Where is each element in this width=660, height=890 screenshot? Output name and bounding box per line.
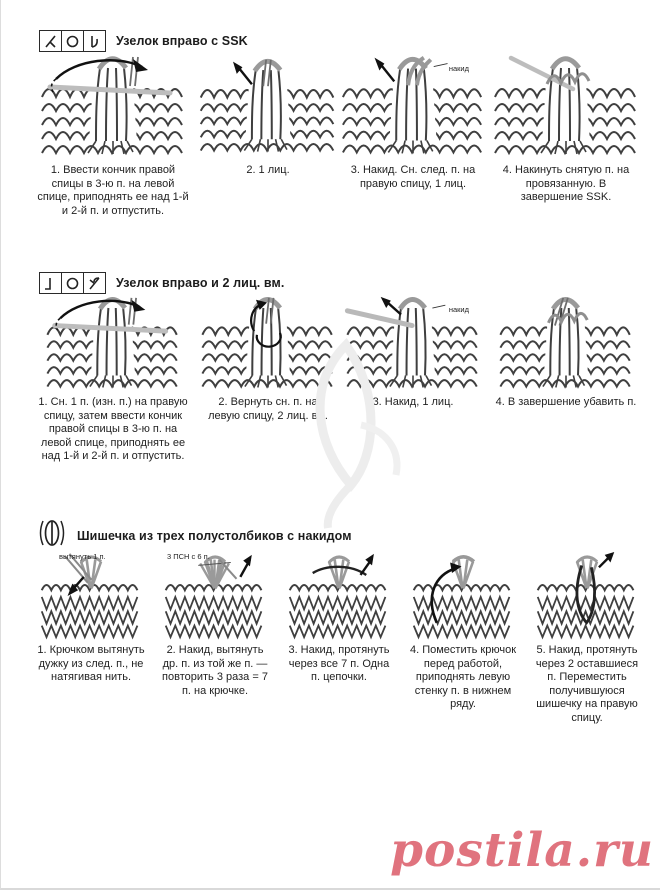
slip-stitch-symbol-icon (40, 273, 62, 293)
step-caption: 1. Сн. 1 п. (изн. п.) на правую спицу, затем ввести кончик правой спицы в 3-ю п. на левой спице, приподнять ее над 1-й и 2-й п. и отпустить. (38, 396, 188, 462)
section-title: Узелок вправо и 2 лиц. вм. (116, 276, 285, 290)
knit-illustration-step4 (487, 55, 645, 160)
section-header-1 (39, 30, 248, 52)
crochet-illustration-step1 (29, 552, 153, 640)
step-caption: 4. В завершение убавить п. (495, 396, 637, 408)
step-caption: 2. 1 лиц. (246, 164, 290, 176)
caption-row-2 (29, 396, 645, 464)
knit-illustration-step3 (339, 55, 487, 160)
section-header-2 (39, 272, 284, 294)
knit-illustration-step4 (487, 296, 645, 393)
figure-annotation: 3 ПСН с 6 п. (167, 552, 210, 561)
caption-row-1 (29, 164, 645, 218)
knot-right-symbol-icon (84, 31, 105, 51)
crochet-illustration-step5 (525, 552, 649, 640)
knit-illustration-step1 (29, 55, 197, 160)
crochet-illustration-step4 (401, 552, 525, 640)
step-caption: 4. Поместить крючок перед работой, приподнять левую стенку п. в нижнем ряду. (409, 644, 517, 710)
section-title: Шишечка из трех полустолбиков с накидом (77, 528, 352, 543)
caption-row-3 (29, 644, 649, 725)
step-caption: 3. Накид. Сн. след. п. на правую спицу, 1 лиц. (350, 164, 476, 190)
stitch-symbol-box (39, 272, 106, 294)
figure-annotation: накид (448, 305, 469, 314)
site-watermark: postila.ru (390, 823, 654, 878)
k2tog-symbol-icon (84, 273, 105, 293)
crochet-illustration-step2 (153, 552, 277, 640)
yarn-over-symbol-icon (62, 273, 84, 293)
step-caption: 1. Ввести кончик правой спицы в 3-ю п. на левой спице, приподнять ее над 1-й и 2-й п. и отпустить. (37, 164, 189, 217)
step-caption: 3. Накид, 1 лиц. (372, 396, 454, 408)
step-caption: 5. Накид, протянуть через 2 оставшиеся п. Переместить получившуюся шишечку на правую спицу. (535, 644, 639, 724)
yarn-over-symbol-icon (62, 31, 84, 51)
crochet-illustration-step3 (277, 552, 401, 640)
section-header-3 (37, 517, 352, 554)
step-caption: 1. Крючком вытянуть дужку из след. п., не натягивая нить. (37, 644, 145, 683)
section-title: Узелок вправо с SSK (116, 34, 248, 48)
knit-illustration-step3 (339, 296, 487, 393)
figure-row-1 (29, 55, 645, 160)
step-caption: 3. Накид, протянуть через все 7 п. Одна п. цепочки. (288, 644, 390, 683)
step-caption: 2. Вернуть сн. п. на левую спицу, 2 лиц. вм. (208, 396, 328, 422)
step-caption: 2. Накид, вытянуть др. п. из той же п. — повторить 3 раза = 7 п. на крючке. (162, 644, 268, 697)
figure-annotation: накид (448, 64, 469, 73)
bobble-symbol-icon (37, 517, 67, 554)
knit-illustration-step1 (29, 296, 197, 393)
knit-illustration-step2 (197, 55, 339, 160)
figure-row-2 (29, 296, 645, 393)
knit-illustration-step2 (197, 296, 339, 393)
ssk-symbol-icon (40, 31, 62, 51)
stitch-symbol-box (39, 30, 106, 52)
figure-annotation: вытянуть 1 п. (59, 552, 106, 561)
step-caption: 4. Накинуть снятую п. на провязанную. В завершение SSK. (502, 164, 630, 203)
figure-row-3 (29, 552, 649, 640)
